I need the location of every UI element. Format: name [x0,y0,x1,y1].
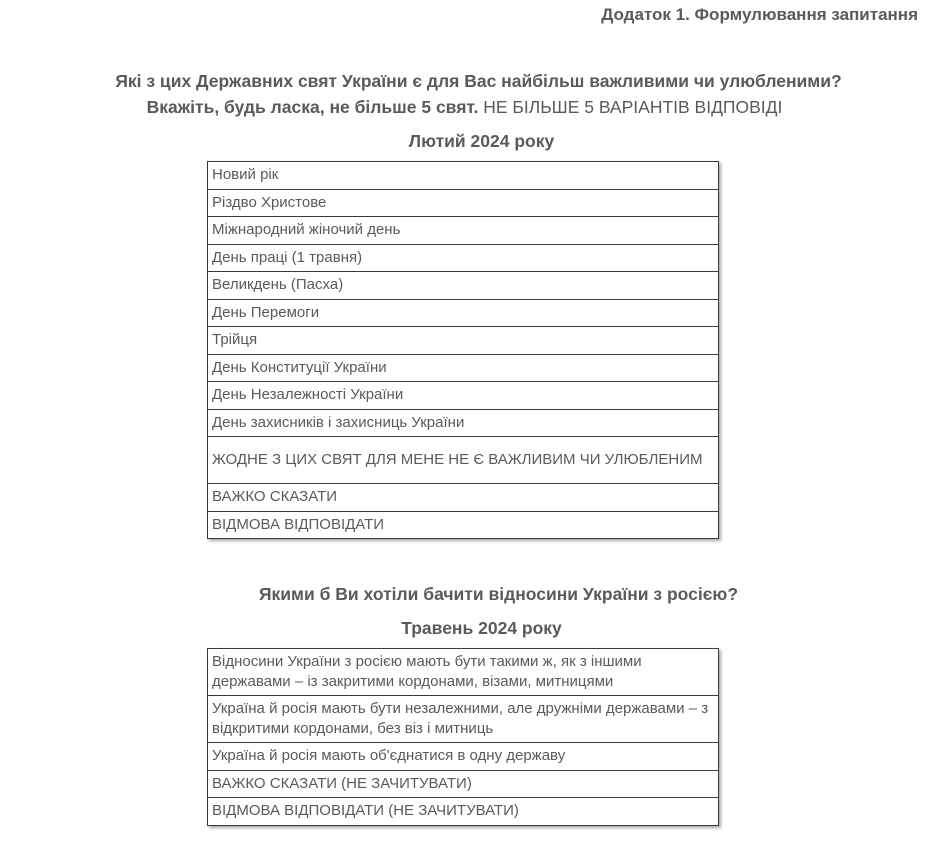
table-row [208,217,719,245]
table-row [208,770,719,798]
table-row [208,327,719,355]
table-row [208,382,719,410]
option-cell: ВАЖКО СКАЗАТИ (НЕ ЗАЧИТУВАТИ) [208,770,719,798]
appendix-title: Додаток 1. Формулювання запитання [601,5,918,24]
option-cell: Відносини України з росією мають бути такими ж, як з іншими державами – із закритими кордонами, візами, митницями [208,649,719,696]
table-row [208,272,719,300]
table-row [208,437,719,484]
option-cell: ВАЖКО СКАЗАТИ [208,484,719,512]
option-cell: День Конституції України [208,354,719,382]
option-cell: ВІДМОВА ВІДПОВІДАТИ [208,511,719,539]
question-2-options-table [207,648,719,826]
table-row [208,162,719,190]
option-cell: Великдень (Пасха) [208,272,719,300]
table-row [208,244,719,272]
table-row [208,649,719,696]
question-1-instruction-line [0,97,929,118]
table-row [208,798,719,826]
option-cell: Україна й росія мають бути незалежними, але дружніми державами – з відкритими кордонами, без віз і митниць [208,696,719,743]
option-cell: Міжнародний жіночий день [208,217,719,245]
table-row [208,409,719,437]
table-row [208,299,719,327]
table-row [208,484,719,512]
question-1-period: Лютий 2024 року [408,131,555,151]
option-cell: День праці (1 травня) [208,244,719,272]
table-row [208,189,719,217]
question-1-text: Які з цих Державних свят України є для Вас найбільш важливими чи улюбленими? [115,71,842,91]
option-cell: ВІДМОВА ВІДПОВІДАТИ (НЕ ЗАЧИТУВАТИ) [208,798,719,826]
question-2-period: Травень 2024 року [401,618,562,638]
option-cell: Новий рік [208,162,719,190]
option-cell: Трійця [208,327,719,355]
option-cell: Різдво Христове [208,189,719,217]
option-cell: День Перемоги [208,299,719,327]
option-cell: День Незалежності України [208,382,719,410]
table-row [208,743,719,771]
question-2-text: Якими б Ви хотіли бачити відносини України з росією? [258,584,739,604]
table-row [208,511,719,539]
option-cell: День захисників і захисниць України [208,409,719,437]
question-1-limit-text: Вкажіть, будь ласка, не більше 5 свят. [146,97,479,117]
option-cell: Україна й росія мають об'єднатися в одну державу [208,743,719,771]
question-1-interviewer-instruction: НЕ БІЛЬШЕ 5 ВАРІАНТІВ ВІДПОВІДІ [478,97,783,117]
question-1-options-table [207,161,719,539]
table-row [208,696,719,743]
option-cell: ЖОДНЕ З ЦИХ СВЯТ ДЛЯ МЕНЕ НЕ Є ВАЖЛИВИМ ЧИ УЛЮБЛЕНИМ [208,437,719,484]
table-row [208,354,719,382]
